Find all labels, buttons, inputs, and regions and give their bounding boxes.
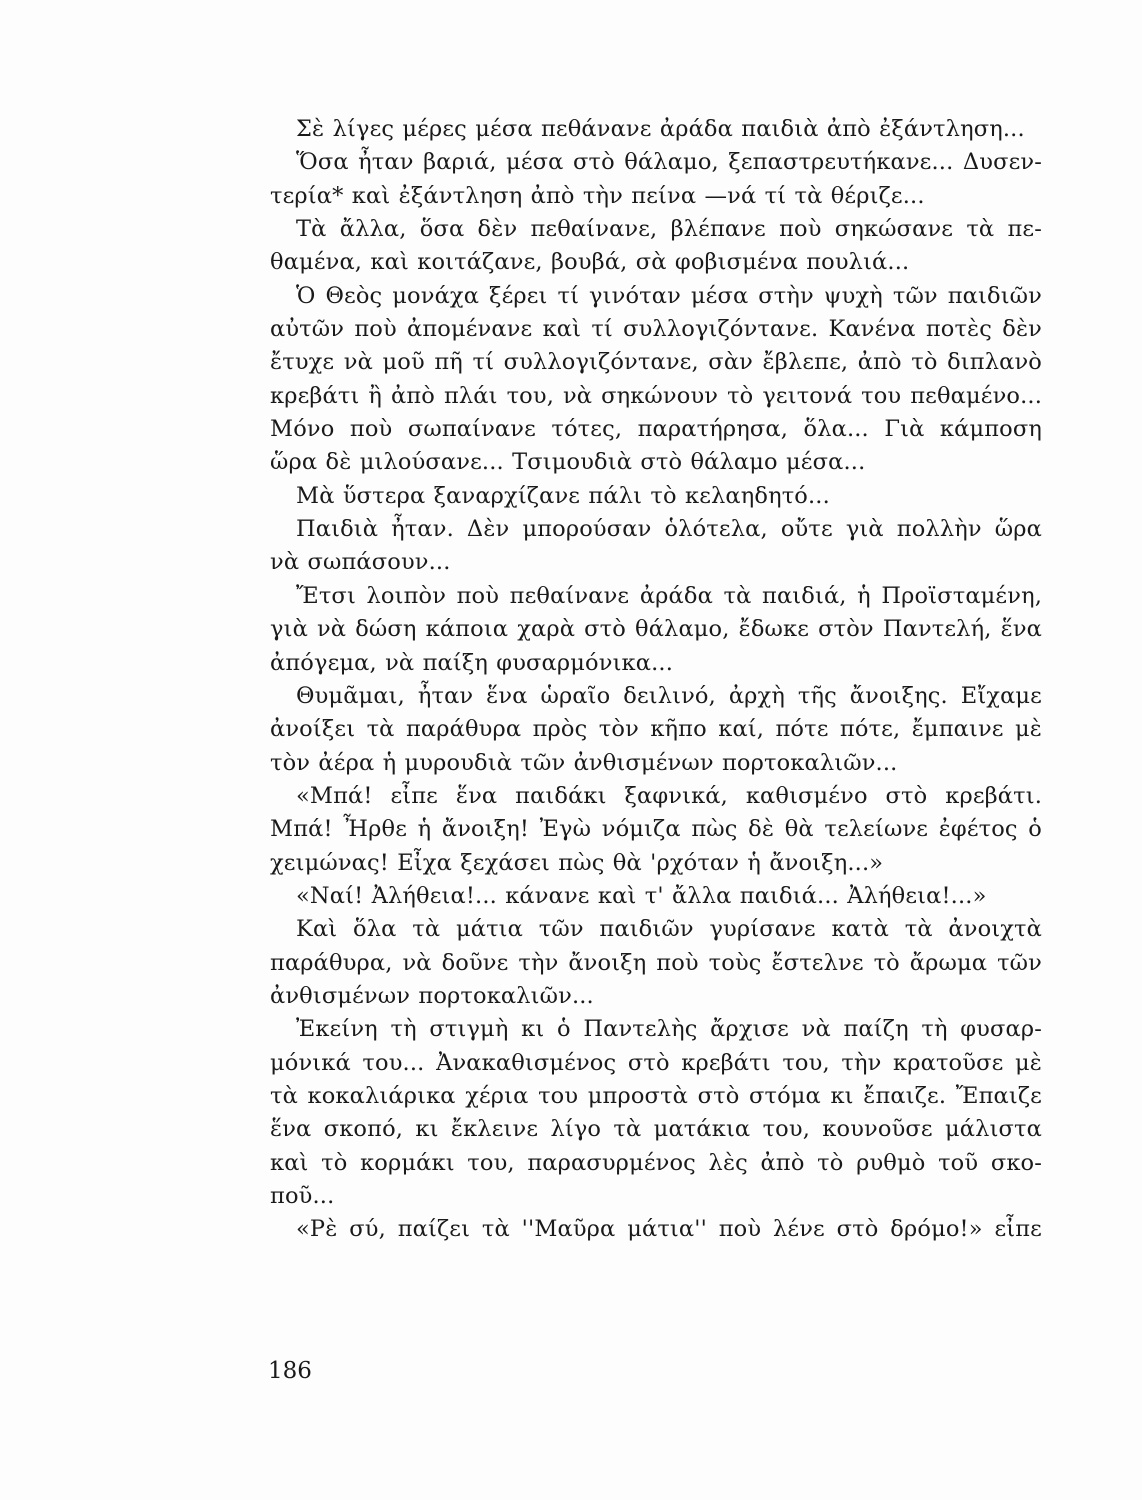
- text-line: θαμένα, καὶ κοιτάζανε, βουβά, σὰ φοβισμένα πουλιά...: [270, 249, 910, 276]
- text-line: Τὰ ἄλλα, ὅσα δὲν πεθαίνανε, βλέπανε ποὺ σηκώσανε τὰ πε-: [296, 216, 1042, 243]
- text-line: ἀπόγεμα, νὰ παίξη φυσαρμόνικα...: [270, 649, 673, 676]
- page-number: 186: [268, 1358, 312, 1384]
- text-line: μόνικά του... Ἀνακαθισμένος στὸ κρεβάτι του, τὴν κρατοῦσε μὲ: [270, 1049, 1042, 1076]
- text-line: ἀνθισμένων πορτοκαλιῶν...: [270, 982, 594, 1009]
- text-line: τερία* καὶ ἐξάντληση ἀπὸ τὴν πείνα —νά τί τὰ θέριζε...: [270, 182, 925, 209]
- text-line: Ὅσα ἦταν βαριά, μέσα στὸ θάλαμο, ξεπαστρευτήκανε... Δυσεν-: [296, 149, 1042, 176]
- text-line: Ἔτσι λοιπὸν ποὺ πεθαίνανε ἀράδα τὰ παιδιά, ἡ Προϊσταμένη,: [296, 582, 1042, 609]
- text-line: παράθυρα, νὰ δοῦνε τὴν ἄνοιξη ποὺ τοὺς ἔστελνε τὸ ἄρωμα τῶν: [270, 949, 1042, 976]
- text-line: «Ρὲ σύ, παίζει τὰ ''Μαῦρα μάτια'' ποὺ λένε στὸ δρόμο!» εἶπε: [296, 1216, 1042, 1243]
- text-line: Ὁ Θεὸς μονάχα ξέρει τί γινόταν μέσα στὴν ψυχὴ τῶν παιδιῶν: [296, 282, 1042, 309]
- text-line: ὥρα δὲ μιλούσανε... Τσιμουδιὰ στὸ θάλαμο μέσα...: [270, 449, 866, 476]
- text-line: «Μπά! εἶπε ἕνα παιδάκι ξαφνικά, καθισμένο στὸ κρεβάτι.: [296, 782, 1042, 809]
- text-line: κρεβάτι ἢ ἀπὸ πλάι του, νὰ σηκώνουν τὸ γειτονά του πεθαμένο...: [270, 382, 1042, 409]
- text-line: τὸν ἀέρα ἡ μυρουδιὰ τῶν ἀνθισμένων πορτοκαλιῶν...: [270, 749, 898, 776]
- text-line: Μόνο ποὺ σωπαίνανε τότες, παρατήρησα, ὅλα... Γιὰ κάμποση: [270, 416, 1042, 443]
- text-line: Μὰ ὕστερα ξαναρχίζανε πάλι τὸ κελαηδητό...: [296, 482, 830, 509]
- text-line: ἀνοίξει τὰ παράθυρα πρὸς τὸν κῆπο καί, πότε πότε, ἔμπαινε μὲ: [270, 716, 1042, 743]
- text-line: «Ναί! Ἀλήθεια!... κάνανε καὶ τ' ἄλλα παιδιά... Ἀλήθεια!...»: [296, 882, 987, 909]
- text-line: χειμώνας! Εἶχα ξεχάσει πὼς θὰ 'ρχόταν ἡ ἄνοιξη...»: [270, 849, 884, 876]
- text-line: ποῦ...: [270, 1183, 335, 1209]
- text-line: Ἐκείνη τὴ στιγμὴ κι ὁ Παντελὴς ἄρχισε νὰ παίζη τὴ φυσαρ-: [296, 1016, 1042, 1043]
- text-line: ἔτυχε νὰ μοῦ πῆ τί συλλογιζόντανε, σὰν ἔβλεπε, ἀπὸ τὸ διπλανὸ: [270, 349, 1042, 376]
- text-line: γιὰ νὰ δώση κάποια χαρὰ στὸ θάλαμο, ἔδωκε στὸν Παντελή, ἕνα: [270, 616, 1042, 643]
- text-line: αὐτῶν ποὺ ἀπομένανε καὶ τί συλλογιζόντανε. Κανένα ποτὲς δὲν: [270, 316, 1042, 343]
- text-line: νὰ σωπάσουν...: [270, 549, 451, 576]
- text-line: Μπά! Ἦρθε ἡ ἄνοιξη! Ἐγὼ νόμιζα πὼς δὲ θὰ τελείωνε ἐφέτος ὁ: [270, 816, 1042, 843]
- text-line: Καὶ ὅλα τὰ μάτια τῶν παιδιῶν γυρίσανε κατὰ τὰ ἀνοιχτὰ: [296, 916, 1042, 943]
- text-line: καὶ τὸ κορμάκι του, παρασυρμένος λὲς ἀπὸ τὸ ρυθμὸ τοῦ σκο-: [270, 1149, 1042, 1176]
- text-line: Σὲ λίγες μέρες μέσα πεθάνανε ἀράδα παιδιὰ ἀπὸ ἐξάντληση...: [296, 116, 1025, 142]
- text-line: Θυμᾶμαι, ἦταν ἕνα ὡραῖο δειλινό, ἀρχὴ τῆς ἄνοιξης. Εἴχαμε: [296, 682, 1042, 709]
- body-text: [270, 113, 1042, 1247]
- text-line: Παιδιὰ ἦταν. Δὲν μπορούσαν ὁλότελα, οὔτε γιὰ πολλὴν ὥρα: [296, 516, 1042, 543]
- text-line: ἕνα σκοπό, κι ἔκλεινε λίγο τὰ ματάκια του, κουνοῦσε μάλιστα: [270, 1116, 1042, 1143]
- text-line: τὰ κοκαλιάρικα χέρια του μπροστὰ στὸ στόμα κι ἔπαιζε. Ἔπαιζε: [270, 1082, 1042, 1109]
